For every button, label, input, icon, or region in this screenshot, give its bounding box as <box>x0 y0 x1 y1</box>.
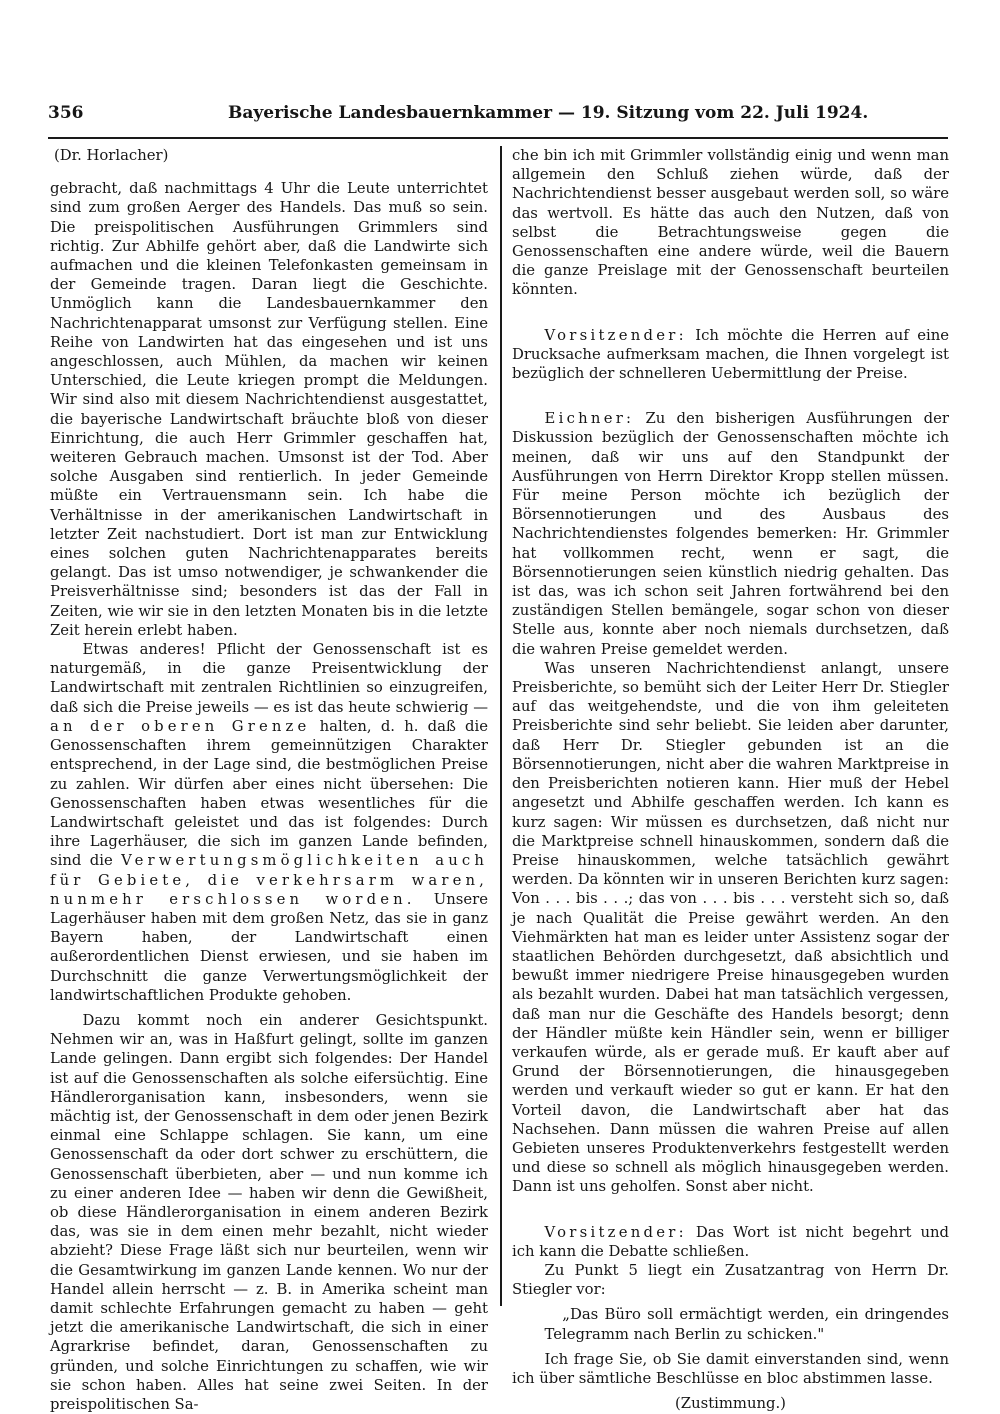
emphasis-text: an der oberen Grenze <box>50 717 311 735</box>
paragraph-text: halten, d. h. daß die Genossenschaften ihrem gemeinnützigen Charakter entsprechend, in der Lage sind, die bestmöglichen Preise zu zahlen. Wir dürfen aber eines nicht übersehen: Die Genossenschaften haben etwas wesentliches für die Landwirtschaft geleistet und das ist folgendes: Durch ihre Lagerhäuser, die sich im ganzen Lande befinden, sind die <box>50 717 488 870</box>
paragraph <box>512 1223 949 1261</box>
page-header <box>48 103 948 133</box>
paragraph-text: Etwas anderes! Pflicht der Genossenschaft ist es naturgemäß, in die ganze Preisentwicklung der Landwirtschaft mit zentralen Richtlinien so einzugreifen, daß sich die Preise jeweils — es ist das heute schwierig — <box>50 641 488 716</box>
paragraph: Zu Punkt 5 liegt ein Zusatzantrag von Herrn Dr. Stiegler vor: <box>512 1261 949 1299</box>
paragraph-text: Ich möchte die Herren auf eine Drucksache aufmerksam machen, die Ihnen vorgelegt ist bezüglich der schnelleren Uebermittlung der Preise. <box>512 326 949 383</box>
header-rule <box>48 137 948 139</box>
paragraph: che bin ich mit Grimmler vollständig einig und wenn man allgemein den Schluß ziehen würde, daß der Nachrichtendienst besser ausgebaut werden soll, so wäre das wertvoll. Es hätte das auch den Nutzen, daß von selbst die Betrachtungsweise gegen die Genossenschaften eine andere würde, weil die Bauern die ganze Preislage mit der Genossenschaft beurteilen könnten. <box>512 147 949 299</box>
paragraph-text: Unsere Lagerhäuser haben mit dem großen Netz, das sie in ganz Bayern haben, der Landwirtschaft einen außerordentlichen Dienst erwiesen, und sie haben im Durchschnitt die ganze Verwertungsmöglichkeit der landwirtschaftlichen Produkte gehoben. <box>50 890 488 1004</box>
quoted-motion: „Das Büro soll ermächtigt werden, ein dringendes Telegramm nach Berlin zu schicken." <box>544 1306 949 1343</box>
speaker-name: Vorsitzender: <box>544 1223 687 1241</box>
paragraph <box>512 326 949 384</box>
paragraph-text: Das Wort ist nicht begehrt und ich kann die Debatte schließen. <box>512 1223 949 1260</box>
speaker-name: Vorsitzender: <box>544 326 687 344</box>
running-title: Bayerische Landesbauernkammer — 19. Sitzung vom 22. Juli 1924. <box>228 103 869 123</box>
paragraph: Was unseren Nachrichtendienst anlangt, unsere Preisberichte, so bemüht sich der Leiter Herr Dr. Stiegler auf das weitgehendste, und die von ihm geleiteten Preisberichte sind sehr beliebt. Sie leiden aber darunter, daß Herr Dr. Stiegler gebunden ist an die Börsennotierungen, nicht aber die wahren Marktpreise in den Preisberichten notieren kann. Hier muß der Hebel angesetzt und Abhilfe geschaffen werden. Ich kann es kurz sagen: Wir müssen es durchsetzen, daß nicht nur die Marktpreise schnell hinauskommen, sondern daß die Preise hinauskommen, welche tatsächlich gewährt werden. Da könnten wir in unseren Berichten kurz sagen: Von . . . bis . . .; das von . . . bis . . . versteht sich so, daß je nach Qualität die Preise gewährt werden. An den Viehmärkten hat man es leider unter Assistenz sogar der staatlichen Behörden durchgesetzt, daß absichtlich und bewußt immer niedrigere Preise hinausgegeben wurden als bezahlt wurden. Dabei hat man tatsächlich vergessen, daß man nur die Geschäfte des Handels besorgt; denn der Händler müßte kein Händler sein, wenn er billiger verkaufen würde, als er gerade muß. Er kauft aber auf Grund der Börsennotierungen, die hinausgegeben werden und verkauft wieder so gut er kann. Er hat den Vorteil davon, die Landwirtschaft aber hat das Nachsehen. Dann müssen die wahren Preise auf allen Gebieten unseres Produktenverkehrs festgestellt werden und diese so schnell als möglich hinausgegeben werden. Dann ist uns geholfen. Sonst aber nicht. <box>512 659 949 1196</box>
paragraph <box>50 640 488 1005</box>
page-number: 356 <box>48 103 84 123</box>
speaker-name: Eichner: <box>544 410 635 428</box>
emphasis-text: Verwertungsmöglichkeiten auch für Gebiete, die verkehrsarm waren, nunmehr erschlossen worden. <box>50 852 488 908</box>
paragraph-text: Zu den bisherigen Ausführungen der Diskussion bezüglich der Genossenschaften möchte ich meinen, daß wir uns auf den Standpunkt der Ausführungen von Herrn Direktor Kropp stellen müssen. Für meine Person möchte ich bezüglich der Börsennotierungen und des Ausbaus des Nachrichtendienstes folgendes bemerken: Hr. Grimmler hat vollkommen recht, wenn er sagt, die Börsennotierungen seien künstlich niedrig gehalten. Das ist das, was ich schon seit Jahren fortwährend bei den zuständigen Stellen bemängele, sogar schon von dieser Stelle aus, konnte aber noch niemals durchsetzen, daß die wahren Preise gemeldet werden. <box>512 410 949 658</box>
speaker-note: (Dr. Horlacher) <box>54 147 169 164</box>
left-column <box>50 146 488 1414</box>
interjection: (Zustimmung.) <box>675 1395 786 1413</box>
paragraph: Ich frage Sie, ob Sie damit einverstanden sind, wenn ich über sämtliche Beschlüsse en bloc abstimmen lasse. <box>512 1350 949 1387</box>
paragraph <box>512 409 949 659</box>
paragraph: gebracht, daß nachmittags 4 Uhr die Leute unterrichtet sind zum großen Aerger des Handels. Das muß so sein. Die preispolitischen Ausführungen Grimmlers sind richtig. Zur Abhilfe gehört aber, daß die Landwirte sich aufmachen und die kleinen Telefonkasten gemeinsam in der Gemeinde tragen. Daran liegt die Geschichte. Unmöglich kann die Landesbauernkammer den Nachrichtenapparat umsonst zur Verfügung stellen. Eine Reihe von Landwirten hat das eingesehen und ist uns angeschlossen, auch Mühlen, da machen wir keinen Unterschied, die Leute kriegen prompt die Meldungen. Wir sind also mit diesem Nachrichtendienst ausgestattet, die bayerische Landwirtschaft bräuchte bloß von dieser Einrichtung, die auch Herr Grimmler geschaffen hat, weiteren Gebrauch machen. Umsonst ist der Tod. Aber solche Ausgaben sind rentierlich. In jeder Gemeinde müßte ein Vertrauensmann sein. Ich habe die Verhältnisse in der amerikanischen Landwirtschaft in letzter Zeit nachstudiert. Dort ist man zur Entwicklung eines solchen guten Nachrichtenapparates bereits gelangt. Das ist umso notwendiger, je schwankender die Preisverhältnisse sind; besonders ist das der Fall in Zeiten, wie wir sie in den letzten Monaten bis in die letzte Zeit herein erlebt haben. <box>50 180 488 639</box>
right-column <box>512 146 949 1413</box>
paragraph: Dazu kommt noch ein anderer Gesichtspunkt. Nehmen wir an, was in Haßfurt gelingt, sollte im ganzen Lande gelingen. Dann ergibt sich folgendes: Der Handel ist auf die Genossenschaften als solche eifersüchtig. Eine Händlerorganisation kann, insbesonders, wenn sie mächtig ist, der Genossenschaft in dem oder jenen Bezirk einmal eine Schlappe schlagen. Sie kann, um eine Genossenschaft da oder dort schwer zu erschüttern, die Genossenschaft überbieten, aber — und nun komme ich zu einer anderen Idee — haben wir denn die Gewißheit, ob diese Händlerorganisation in einem anderen Bezirk das, was sie in dem einen mehr bezahlt, nicht wieder abzieht? Diese Frage läßt sich nur beurteilen, wenn wir die Gesamtwirkung im ganzen Lande kennen. Wo nur der Handel allein herrscht — z. B. in Amerika scheint man damit schlechte Erfahrungen gemacht zu haben — geht jetzt die amerikanische Landwirtschaft, die sich in einer Agrarkrise befindet, daran, Genossenschaften zu gründen, und solche Einrichtungen zu schaffen, wie wir sie schon haben. Alles hat seine zwei Seiten. In der preispolitischen Sa- <box>50 1011 488 1413</box>
column-divider <box>500 146 502 1306</box>
